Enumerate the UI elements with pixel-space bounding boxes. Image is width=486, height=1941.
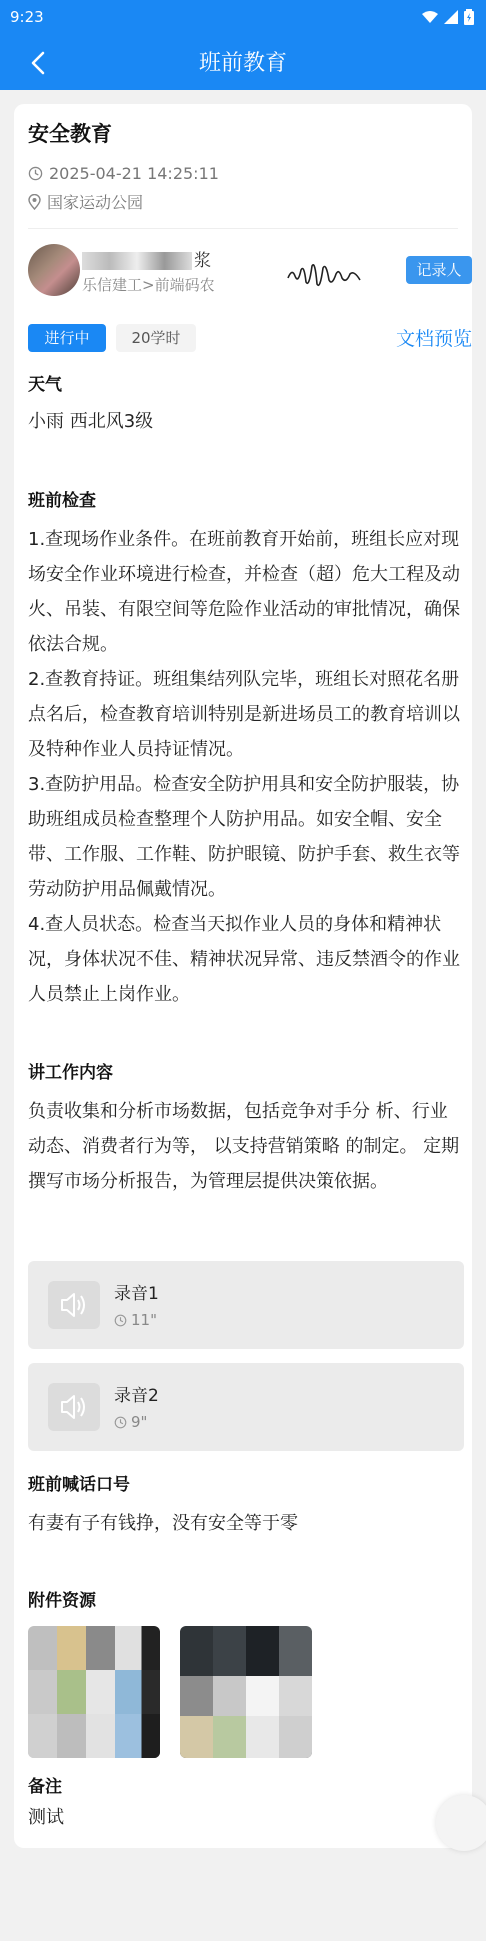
speaker-icon-box xyxy=(48,1383,100,1431)
avatar xyxy=(28,244,80,296)
signature-image xyxy=(286,254,366,292)
signal-icon xyxy=(444,10,458,24)
record-title: 安全教育 xyxy=(28,122,112,146)
redacted-name xyxy=(82,252,192,270)
hours-badge: 20学时 xyxy=(116,324,196,352)
speaker-icon xyxy=(48,1383,100,1431)
clock-icon xyxy=(28,166,43,181)
wifi-icon xyxy=(422,10,438,24)
recorder-badge: 记录人 xyxy=(406,256,472,284)
record-datetime: 2025-04-21 14:25:11 xyxy=(49,164,219,183)
system-icons xyxy=(422,9,474,25)
work-content-title: 讲工作内容 xyxy=(28,1063,113,1083)
doc-preview-link[interactable]: 文档预览 xyxy=(395,328,472,350)
attachments-title: 附件资源 xyxy=(28,1591,96,1611)
recording-name: 录音2 xyxy=(114,1386,159,1406)
weather-title: 天气 xyxy=(28,375,62,395)
pre-check-title: 班前检查 xyxy=(28,491,96,511)
clock-icon xyxy=(114,1314,127,1327)
clock-icon xyxy=(114,1416,127,1429)
record-location: 国家运动公园 xyxy=(47,193,144,212)
slogan-title: 班前喊话口号 xyxy=(28,1475,130,1495)
recording-duration-value: 9" xyxy=(131,1413,148,1431)
pre-check-item: 2.查教育持证。班组集结列队完毕，班组长对照花名册点名后，检查教育培训特别是新进场员工的教育培训以及特种作业人员持证情况。 xyxy=(28,669,460,760)
status-badge: 进行中 xyxy=(28,324,106,352)
app-bar xyxy=(0,36,486,90)
user-org: 乐信建工>前端码农 xyxy=(82,276,215,294)
pre-check-item: 3.查防护用品。检查安全防护用具和安全防护服装，协助班组成员检查整理个人防护用品。如安全帽、安全带、工作服、工作鞋、防护眼镜、防护手套、救生衣等劳动防护用品佩戴情况。 xyxy=(28,774,460,900)
attachment-image[interactable] xyxy=(180,1626,312,1758)
speaker-icon xyxy=(48,1281,100,1329)
detail-card xyxy=(14,104,472,1848)
datetime-row xyxy=(28,164,219,183)
battery-icon xyxy=(464,9,474,25)
divider xyxy=(28,228,458,229)
location-row xyxy=(28,190,143,213)
recording-duration-value: 11" xyxy=(131,1311,157,1329)
pre-check-content xyxy=(28,522,464,1012)
recording-duration xyxy=(114,1311,157,1329)
slogan-text: 有妻有子有钱挣，没有安全等于零 xyxy=(28,1513,298,1534)
recording-name: 录音1 xyxy=(114,1284,159,1304)
speaker-icon-box xyxy=(48,1281,100,1329)
attachment-image[interactable] xyxy=(28,1626,160,1758)
user-name-suffix: 浆 xyxy=(194,251,211,271)
status-bar xyxy=(0,0,486,36)
floating-assist-button[interactable] xyxy=(436,1795,486,1851)
remark-text: 测试 xyxy=(28,1807,64,1828)
location-pin-icon xyxy=(28,194,41,210)
remark-title: 备注 xyxy=(28,1777,62,1797)
recording-item[interactable] xyxy=(28,1363,464,1451)
recording-duration xyxy=(114,1413,147,1431)
page-title: 班前教育 xyxy=(198,51,287,76)
recording-item[interactable] xyxy=(28,1261,464,1349)
weather-value: 小雨 西北风3级 xyxy=(28,411,154,432)
pre-check-item: 1.查现场作业条件。在班前教育开始前，班组长应对现场安全作业环境进行检查，并检查（超）危大工程及动火、吊装、有限空间等危险作业活动的审批情况，确保依法合规。 xyxy=(28,529,460,655)
pre-check-item: 4.查人员状态。检查当天拟作业人员的身体和精神状况，身体状况不佳、精神状况异常、违反禁酒令的作业人员禁止上岗作业。 xyxy=(28,914,460,1005)
work-content-text: 负责收集和分析市场数据，包括竞争对手分 析、行业动态、消费者行为等， 以支持营销策略 的制定。 定期撰写市场分析报告，为管理层提供决策依据。 xyxy=(28,1101,460,1192)
user-name xyxy=(82,246,211,271)
status-time: 9:23 xyxy=(10,8,44,26)
